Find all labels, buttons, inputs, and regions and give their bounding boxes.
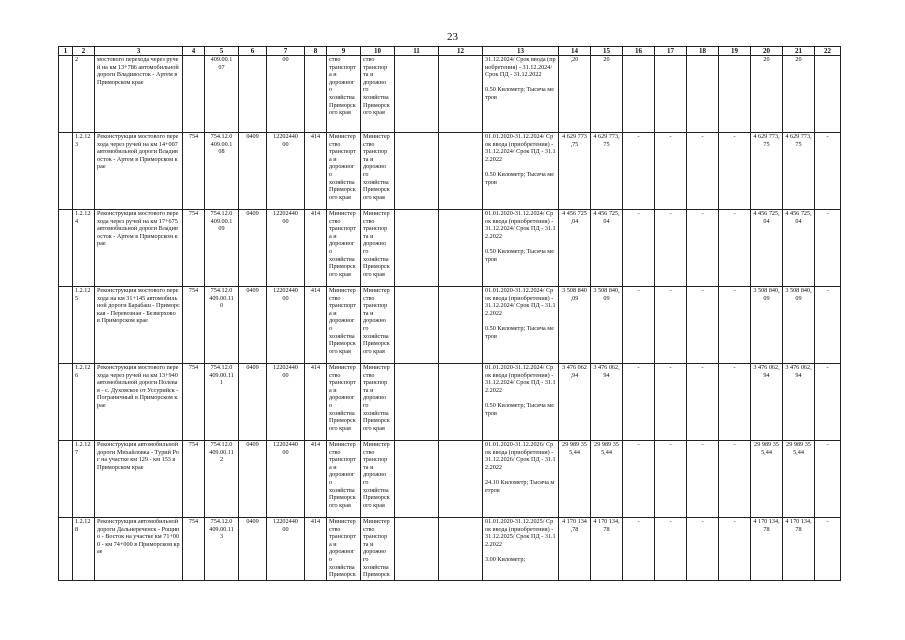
- table-cell-col-21: 4 170 134, 78: [783, 518, 815, 581]
- column-number: 15: [591, 47, 623, 56]
- table-cell-col-14: 3 476 062 ,94: [559, 364, 591, 441]
- table-cell-col-16: -: [623, 441, 655, 518]
- table-cell-col-1: [59, 364, 73, 441]
- program-table: [58, 46, 841, 581]
- table-cell-col-15: 29 989 35 5,44: [591, 441, 623, 518]
- table-cell-col-19: -: [719, 133, 751, 210]
- table-cell-col-21: 3 508 840, 09: [783, 287, 815, 364]
- table-cell-col-3: мостового перехода через ручей на км 13+786 автомобильной дороги Владивосток - Артем в Приморском крае: [95, 56, 183, 133]
- table-cell-col-11: [395, 441, 439, 518]
- table-cell-col-1: [59, 518, 73, 581]
- table-cell-col-10: Министер ство транспор та и дорожно го хозяйства Приморск: [361, 518, 395, 581]
- table-cell-col-6: 0409: [239, 441, 267, 518]
- column-number: 7: [267, 47, 305, 56]
- table-cell-col-18: -: [687, 518, 719, 581]
- table-cell-col-6: 0409: [239, 364, 267, 441]
- table-cell-col-10: ство транспор та и дорожно го хозяйства Приморск ого края: [361, 56, 395, 133]
- table-cell-col-20: 3 476 062, 94: [751, 364, 783, 441]
- table-cell-col-17: -: [655, 133, 687, 210]
- column-number: 17: [655, 47, 687, 56]
- table-cell-col-20: 29 989 35 5,44: [751, 441, 783, 518]
- table-cell-col-22: -: [815, 364, 841, 441]
- table-cell-col-13: 01.01.2020-31.12.2025/ Срок ввода (приобретения) - 31.12.2025/ Срок ПД - 31.12.2022 3.00 Километр;: [483, 518, 559, 581]
- table-cell-col-11: [395, 56, 439, 133]
- table-cell-col-21: 20: [783, 56, 815, 133]
- column-number: 4: [183, 47, 205, 56]
- table-cell-col-12: [439, 441, 483, 518]
- table-cell-col-8: 414: [305, 133, 327, 210]
- table-cell-col-8: [305, 56, 327, 133]
- table-cell-col-7: 12202440 00: [267, 441, 305, 518]
- table-cell-col-5: 754.12.0 409.00.11 2: [205, 441, 239, 518]
- table-cell-col-8: 414: [305, 441, 327, 518]
- table-cell-col-16: -: [623, 210, 655, 287]
- table-cell-col-3: Реконструкция мостового перехода через ручей на км 17+675 автомобильной дороги Владивосток - Артем в Приморском крае: [95, 210, 183, 287]
- table-cell-col-5: 754.12.0 409.00.11 1: [205, 364, 239, 441]
- table-cell-col-2: 1.2.12 6: [73, 364, 95, 441]
- table-cell-col-14: 4 629 773 ,75: [559, 133, 591, 210]
- table-cell-col-14: ,20: [559, 56, 591, 133]
- column-number: 20: [751, 47, 783, 56]
- table-cell-col-6: 0409: [239, 210, 267, 287]
- table-cell-col-19: -: [719, 441, 751, 518]
- table-cell-col-5: 754.12.0 409.00.1 09: [205, 210, 239, 287]
- table-cell-col-1: [59, 56, 73, 133]
- table-cell-col-4: 754: [183, 518, 205, 581]
- table-cell-col-20: 20: [751, 56, 783, 133]
- table-cell-col-1: [59, 133, 73, 210]
- table-cell-col-19: [719, 56, 751, 133]
- table-row: [59, 133, 841, 210]
- table-cell-col-18: -: [687, 133, 719, 210]
- table-cell-col-5: 409.00.1 07: [205, 56, 239, 133]
- column-number: 18: [687, 47, 719, 56]
- table-cell-col-7: 12202440 00: [267, 518, 305, 581]
- table-cell-col-20: 4 170 134, 78: [751, 518, 783, 581]
- table-cell-col-17: -: [655, 441, 687, 518]
- table-cell-col-20: 4 456 725, 04: [751, 210, 783, 287]
- table-cell-col-20: 3 508 840, 09: [751, 287, 783, 364]
- table-cell-col-7: 12202440 00: [267, 287, 305, 364]
- table-cell-col-2: 1.2.12 8: [73, 518, 95, 581]
- table-cell-col-4: 754: [183, 364, 205, 441]
- column-number: 2: [73, 47, 95, 56]
- table-cell-col-12: [439, 133, 483, 210]
- table-cell-col-11: [395, 133, 439, 210]
- table-cell-col-13: 01.01.2020-31.12.2024/ Срок ввода (приобретения) - 31.12.2024/ Срок ПД - 31.12.2022 0.50 Километр; Тысяча метров: [483, 287, 559, 364]
- table-cell-col-13: 01.01.2020-31.12.2024/ Срок ввода (приобретения) - 31.12.2024/ Срок ПД - 31.12.2022 0.50 Километр; Тысяча метров: [483, 133, 559, 210]
- table-cell-col-3: Реконструкция мостового перехода на км 31+145 автомобильной дороги Барабаш - Приморская - Перевозная - Безверхово в Приморском крае: [95, 287, 183, 364]
- table-cell-col-17: -: [655, 210, 687, 287]
- table-cell-col-16: -: [623, 518, 655, 581]
- column-number: 22: [815, 47, 841, 56]
- table-cell-col-10: Министер ство транспор та и дорожно го хозяйства Приморск ого края: [361, 364, 395, 441]
- table-cell-col-17: -: [655, 364, 687, 441]
- table-cell-col-22: -: [815, 287, 841, 364]
- column-number: 9: [327, 47, 361, 56]
- table-cell-col-2: 2: [73, 56, 95, 133]
- table-row: [59, 56, 841, 133]
- table-cell-col-11: [395, 210, 439, 287]
- table-cell-col-12: [439, 518, 483, 581]
- table-cell-col-16: [623, 56, 655, 133]
- table-row: [59, 287, 841, 364]
- table-cell-col-2: 1.2.12 4: [73, 210, 95, 287]
- column-number: 6: [239, 47, 267, 56]
- table-cell-col-15: 4 456 725, 04: [591, 210, 623, 287]
- table-cell-col-9: Министер ство транспорт а и дорожног о хозяйства Приморск ого края: [327, 133, 361, 210]
- page-number: 23: [447, 31, 458, 43]
- table-cell-col-2: 1.2.12 7: [73, 441, 95, 518]
- table-cell-col-13: 01.01.2020-31.12.2026/ Срок ввода (приобретения) - 31.12.2026/ Срок ПД - 31.12.2022 24.10 Километр; Тысяча метров: [483, 441, 559, 518]
- table-row: [59, 518, 841, 581]
- table-cell-col-9: ство транспорт а и дорожног о хозяйства Приморск ого края: [327, 56, 361, 133]
- table-cell-col-9: Министер ство транспорт а и дорожног о хозяйства Приморск ого края: [327, 287, 361, 364]
- table-cell-col-14: 4 170 134 ,78: [559, 518, 591, 581]
- table-cell-col-12: [439, 210, 483, 287]
- table-cell-col-22: -: [815, 441, 841, 518]
- table-cell-col-12: [439, 56, 483, 133]
- table-cell-col-18: [687, 56, 719, 133]
- table-cell-col-21: 4 456 725, 04: [783, 210, 815, 287]
- table-cell-col-3: Реконструкция автомобильной дороги Михайловка - Турий Рог на участке км 129 - км 153 в Приморском крае: [95, 441, 183, 518]
- table-cell-col-15: 3 508 840, 09: [591, 287, 623, 364]
- column-number: 10: [361, 47, 395, 56]
- table-cell-col-5: 754.12.0 409.00.11 0: [205, 287, 239, 364]
- table-cell-col-7: 12202440 00: [267, 133, 305, 210]
- table-cell-col-6: [239, 56, 267, 133]
- column-number: 16: [623, 47, 655, 56]
- column-number: 14: [559, 47, 591, 56]
- table-cell-col-9: Министер ство транспорт а и дорожног о хозяйства Приморск ого края: [327, 210, 361, 287]
- table-cell-col-16: -: [623, 287, 655, 364]
- table-cell-col-13: 01.01.2020-31.12.2024/ Срок ввода (приобретения) - 31.12.2024/ Срок ПД - 31.12.2022 0.50 Километр; Тысяча метров: [483, 210, 559, 287]
- table-cell-col-21: 3 476 062, 94: [783, 364, 815, 441]
- table-cell-col-13: 01.01.2020-31.12.2024/ Срок ввода (приобретения) - 31.12.2024/ Срок ПД - 31.12.2022 0.50 Километр; Тысяча метров: [483, 364, 559, 441]
- column-number: 13: [483, 47, 559, 56]
- table-cell-col-18: -: [687, 210, 719, 287]
- table-cell-col-11: [395, 364, 439, 441]
- table-cell-col-5: 754.12.0 409.00.1 08: [205, 133, 239, 210]
- table-cell-col-21: 4 629 773, 75: [783, 133, 815, 210]
- table-cell-col-17: [655, 56, 687, 133]
- table-cell-col-11: [395, 287, 439, 364]
- table-cell-col-13: 31.12.2024/ Срок ввода (приобретения) - 31.12.2024/ Срок ПД - 31.12.2022 0.50 Километр; Тысяча метров: [483, 56, 559, 133]
- column-number: 11: [395, 47, 439, 56]
- column-number-row: [59, 47, 841, 56]
- table-cell-col-1: [59, 210, 73, 287]
- table-cell-col-4: 754: [183, 441, 205, 518]
- table-cell-col-16: -: [623, 133, 655, 210]
- table-cell-col-1: [59, 441, 73, 518]
- table-cell-col-4: 754: [183, 210, 205, 287]
- column-number: 1: [59, 47, 73, 56]
- table-cell-col-19: -: [719, 364, 751, 441]
- table-cell-col-7: 12202440 00: [267, 364, 305, 441]
- table-cell-col-18: -: [687, 287, 719, 364]
- column-number: 8: [305, 47, 327, 56]
- table-cell-col-15: 20: [591, 56, 623, 133]
- table-cell-col-10: Министер ство транспор та и дорожно го хозяйства Приморск ого края: [361, 287, 395, 364]
- table-cell-col-4: 754: [183, 287, 205, 364]
- table-cell-col-5: 754.12.0 409.00.11 3: [205, 518, 239, 581]
- table-cell-col-2: 1.2.12 5: [73, 287, 95, 364]
- table-cell-col-8: 414: [305, 210, 327, 287]
- table-cell-col-4: 754: [183, 133, 205, 210]
- table-cell-col-6: 0409: [239, 133, 267, 210]
- table-cell-col-10: Министер ство транспор та и дорожно го хозяйства Приморск ого края: [361, 133, 395, 210]
- table-cell-col-15: 4 170 134, 78: [591, 518, 623, 581]
- table-cell-col-9: Министер ство транспорт а и дорожног о хозяйства Приморск: [327, 518, 361, 581]
- table-cell-col-8: 414: [305, 518, 327, 581]
- column-number: 5: [205, 47, 239, 56]
- table-cell-col-7: 12202440 00: [267, 210, 305, 287]
- table-cell-col-17: -: [655, 287, 687, 364]
- table-row: [59, 210, 841, 287]
- column-number: 3: [95, 47, 183, 56]
- column-number: 19: [719, 47, 751, 56]
- table-cell-col-15: 4 629 773, 75: [591, 133, 623, 210]
- table-cell-col-12: [439, 287, 483, 364]
- table-cell-col-14: 29 989 35 5,44: [559, 441, 591, 518]
- table-cell-col-18: -: [687, 441, 719, 518]
- table-cell-col-19: -: [719, 287, 751, 364]
- table-cell-col-3: Реконструкция автомобильной дороги Дальнереченск - Рощино - Восток на участке км 71+000 - км 74+000 в Приморском крае: [95, 518, 183, 581]
- table-cell-col-6: 0409: [239, 287, 267, 364]
- table-cell-col-15: 3 476 062, 94: [591, 364, 623, 441]
- table-cell-col-8: 414: [305, 287, 327, 364]
- table-cell-col-22: [815, 56, 841, 133]
- table-cell-col-22: -: [815, 518, 841, 581]
- table-cell-col-16: -: [623, 364, 655, 441]
- table-cell-col-14: 4 456 725 ,04: [559, 210, 591, 287]
- table-cell-col-18: -: [687, 364, 719, 441]
- table-cell-col-17: -: [655, 518, 687, 581]
- table-cell-col-10: Министер ство транспор та и дорожно го хозяйства Приморск ого края: [361, 441, 395, 518]
- table-cell-col-22: -: [815, 133, 841, 210]
- table-cell-col-10: Министер ство транспор та и дорожно го хозяйства Приморск ого края: [361, 210, 395, 287]
- table-cell-col-20: 4 629 773, 75: [751, 133, 783, 210]
- table-cell-col-3: Реконструкция мостового перехода через ручей на км 14+007 автомобильной дороги Владивосток - Артем в Приморском крае: [95, 133, 183, 210]
- table-cell-col-22: -: [815, 210, 841, 287]
- table-row: [59, 364, 841, 441]
- table-cell-col-19: -: [719, 210, 751, 287]
- table-row: [59, 441, 841, 518]
- table-cell-col-14: 3 508 840 ,09: [559, 287, 591, 364]
- table-cell-col-9: Министер ство транспорт а и дорожног о хозяйства Приморск ого края: [327, 441, 361, 518]
- table-cell-col-7: 00: [267, 56, 305, 133]
- table-cell-col-1: [59, 287, 73, 364]
- table-cell-col-3: Реконструкция мостового перехода через ручей на км 13+940 автомобильной дороги Полевая - с. Духовское от Уссурийск - Пограничный в Приморском крае: [95, 364, 183, 441]
- table-cell-col-6: 0409: [239, 518, 267, 581]
- table-cell-col-8: 414: [305, 364, 327, 441]
- table-cell-col-9: Министер ство транспорт а и дорожног о хозяйства Приморск ого края: [327, 364, 361, 441]
- table-cell-col-2: 1.2.12 3: [73, 133, 95, 210]
- table-cell-col-11: [395, 518, 439, 581]
- table-cell-col-19: -: [719, 518, 751, 581]
- table-cell-col-4: [183, 56, 205, 133]
- table-cell-col-12: [439, 364, 483, 441]
- column-number: 12: [439, 47, 483, 56]
- table-cell-col-21: 29 989 35 5,44: [783, 441, 815, 518]
- column-number: 21: [783, 47, 815, 56]
